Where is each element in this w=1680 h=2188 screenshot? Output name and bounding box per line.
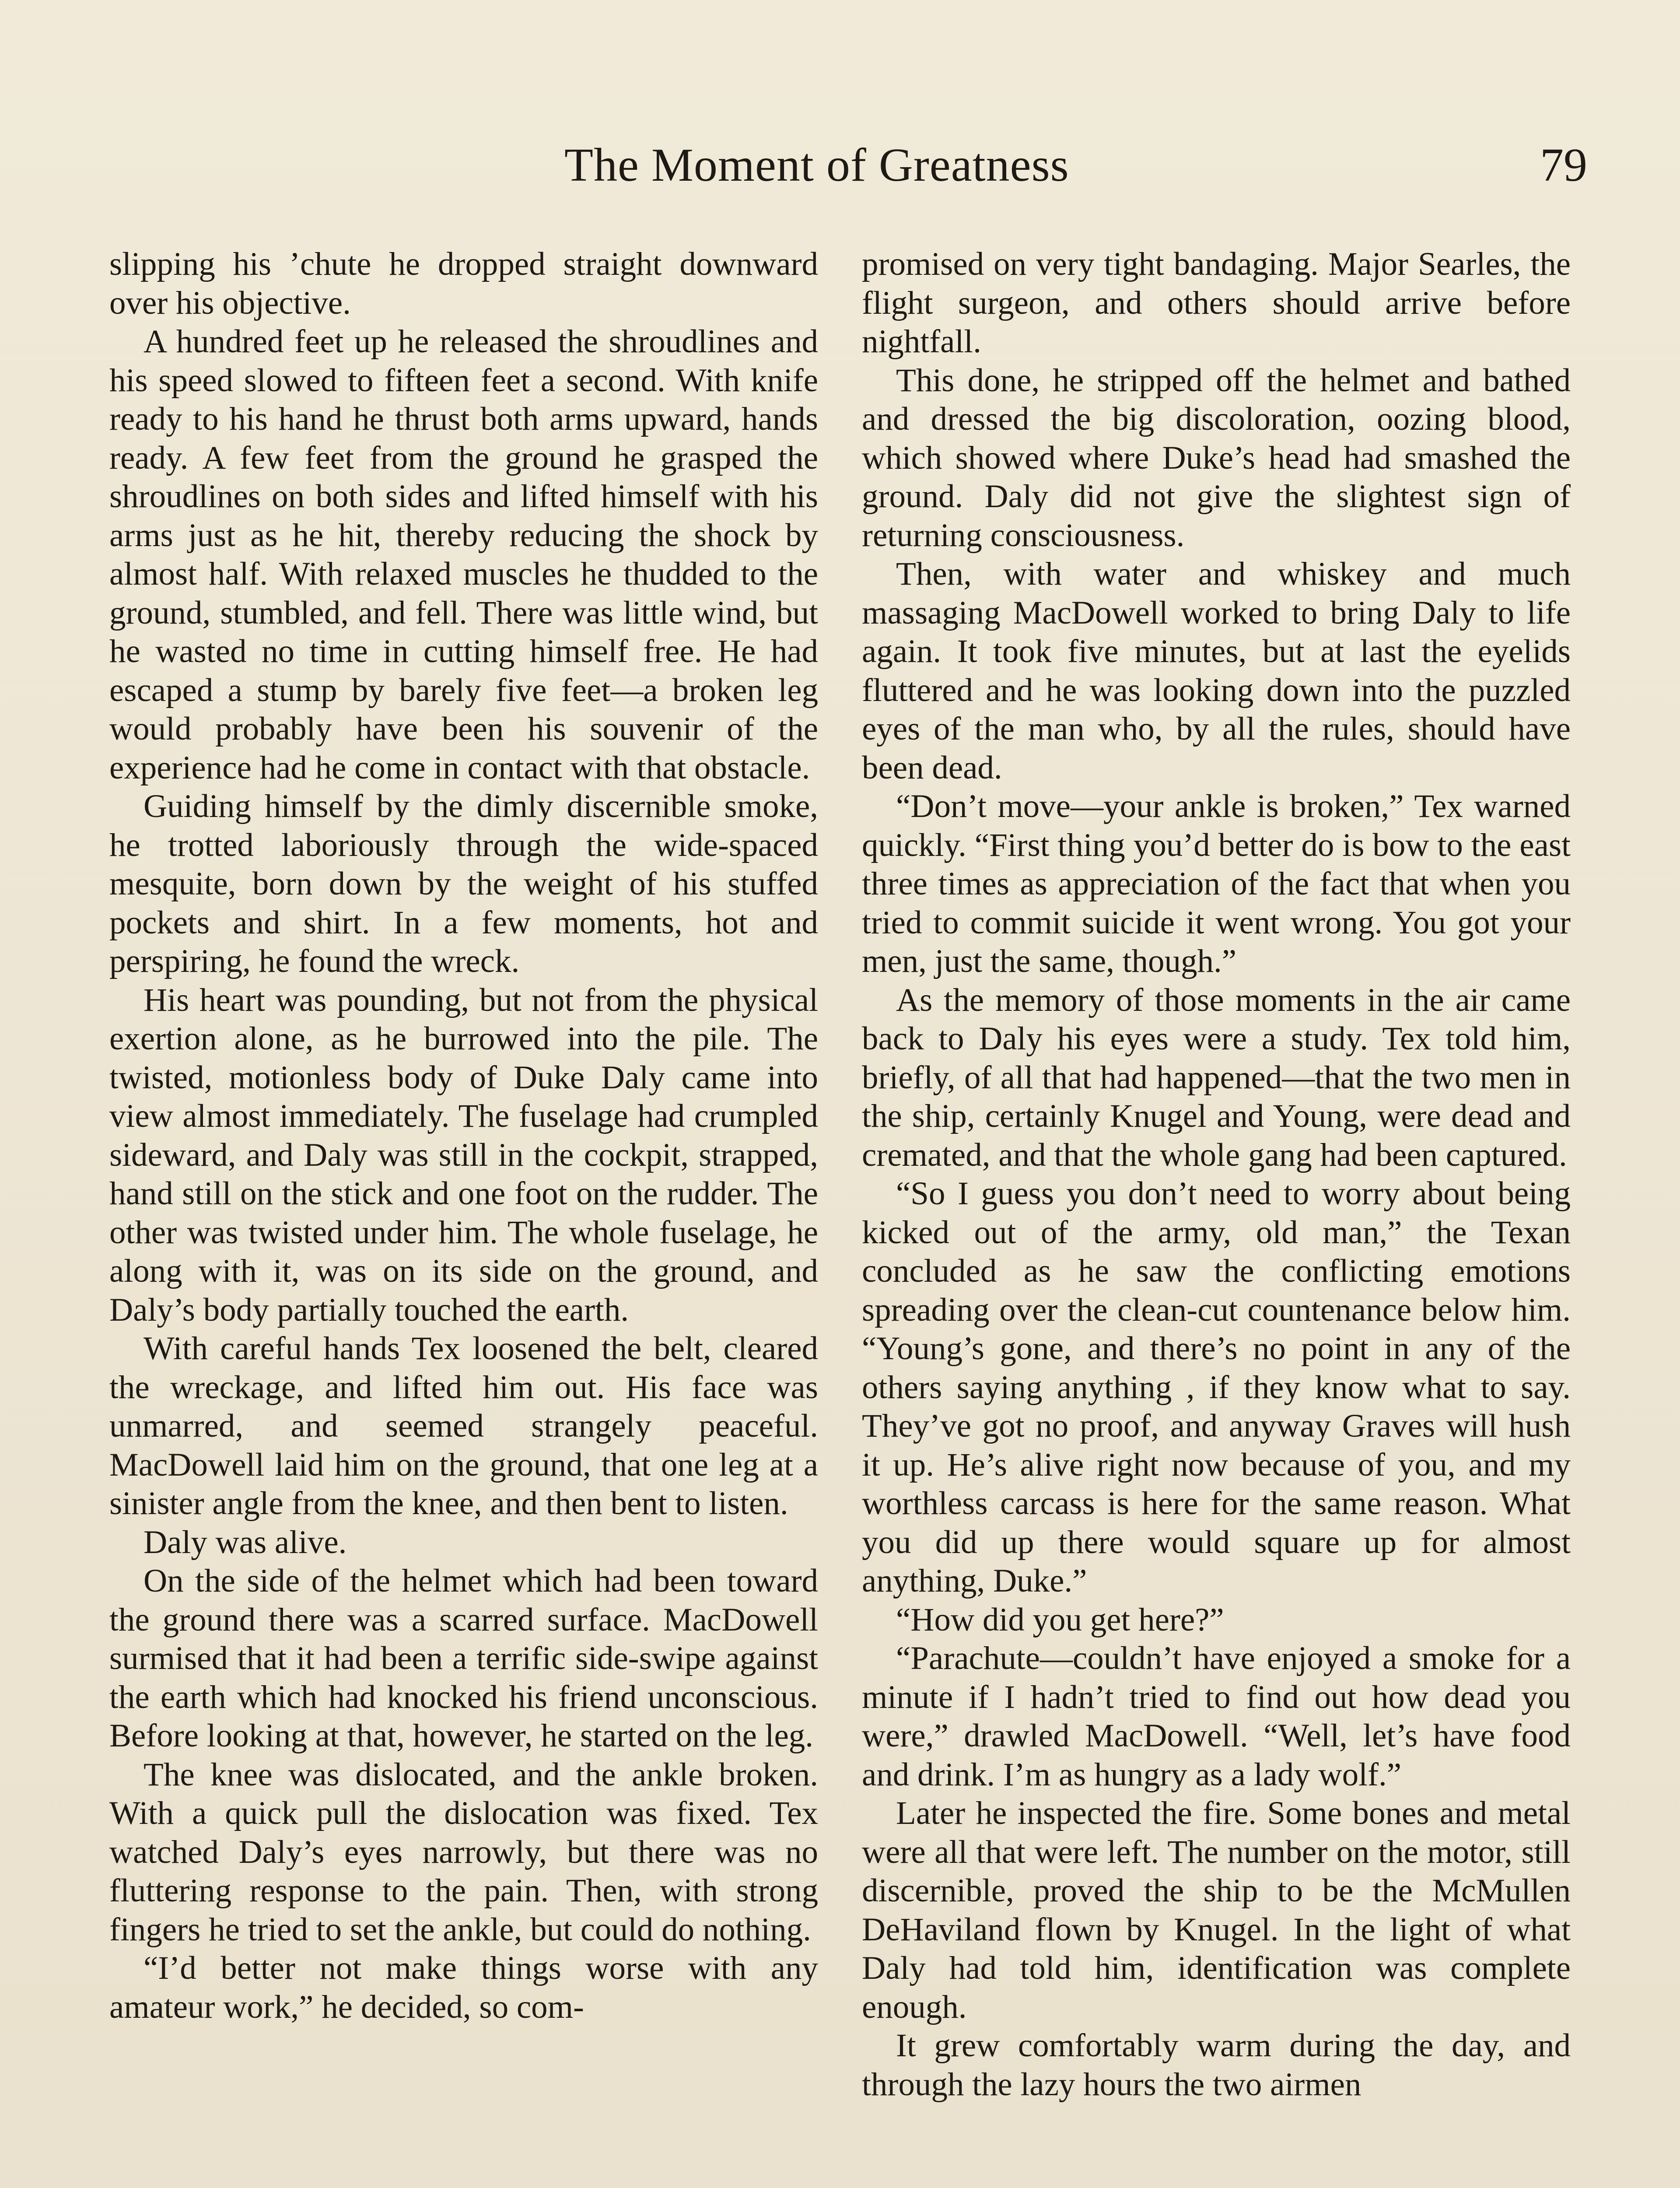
- paragraph: “So I guess you don’t need to worry about being kicked out of the army, old man,” the Texan concluded as he saw the conflicting emotions spreading over the clean-cut countenance below him. “Young’s gone, and there’s no point in any of the others saying anything , if they know what to say. They’ve got no proof, and anyway Graves will hush it up. He’s alive right now because of you, and my worthless carcass is here for the same reason. What you did up there would square up for almost anything, Duke.”: [862, 1175, 1571, 1599]
- paragraph: The knee was dislocated, and the ankle broken. With a quick pull the dislocation was fixed. Tex watched Daly’s eyes narrowly, but there was no fluttering response to the pain. Then, with strong fingers he tried to set the ankle, but could do nothing.: [109, 1756, 818, 1948]
- left-text-column: [109, 245, 818, 2027]
- paragraph: Later he inspected the fire. Some bones and metal were all that were left. The number on the motor, still discernible, proved the ship to be the McMullen DeHaviland flown by Knugel. In the light of what Daly had told him, identification was complete enough.: [862, 1795, 1571, 2025]
- page-header: [0, 131, 1680, 201]
- paragraph: Then, with water and whiskey and much massaging MacDowell worked to bring Daly to life again. It took five minutes, but at last the eyelids fluttered and he was looking down into the puzzled eyes of the man who, by all the rules, should have been dead.: [862, 556, 1571, 786]
- paragraph: “Parachute—couldn’t have enjoyed a smoke for a minute if I hadn’t tried to find out how dead you were,” drawled MacDowell. “Well, let’s have food and drink. I’m as hungry as a lady wolf.”: [862, 1640, 1571, 1793]
- paragraph: This done, he stripped off the helmet and bathed and dressed the big discoloration, oozing blood, which showed where Duke’s head had smashed the ground. Daly did not give the slightest sign of returning consciousness.: [862, 362, 1571, 554]
- right-text-column: [862, 245, 1571, 2104]
- paragraph: promised on very tight bandaging. Major Searles, the flight surgeon, and others should arrive before nightfall.: [862, 246, 1571, 360]
- page-number: 79: [1540, 139, 1587, 191]
- paragraph: Guiding himself by the dimly discernible smoke, he trotted laboriously through the wide-spaced mesquite, born down by the weight of his stuffed pockets and shirt. In a few moments, hot and perspiring, he found the wreck.: [109, 788, 818, 979]
- paragraph: Daly was alive.: [144, 1524, 347, 1560]
- paragraph: On the side of the helmet which had been toward the ground there was a scarred surface. MacDowell surmised that it had been a terrific side-swipe against the earth which had knocked his friend unconscious. Before looking at that, however, he started on the leg.: [109, 1563, 818, 1754]
- paragraph: As the memory of those moments in the air came back to Daly his eyes were a study. Tex told him, briefly, of all that had happened—that the two men in the ship, certainly Knugel and Young, were dead and cremated, and that the whole gang had been captured.: [862, 982, 1571, 1173]
- paragraph: “Don’t move—your ankle is broken,” Tex warned quickly. “First thing you’d better do is bow to the east three times as appreciation of the fact that when you tried to commit suicide it went wrong. You got your men, just the same, though.”: [862, 788, 1571, 979]
- paragraph: It grew comfortably warm during the day, and through the lazy hours the two airmen: [862, 2027, 1571, 2103]
- paragraph: slipping his ’chute he dropped straight downward over his objective.: [109, 246, 818, 321]
- paragraph: “I’d better not make things worse with any amateur work,” he decided, so com-: [109, 1950, 818, 2025]
- paragraph: “How did you get here?”: [896, 1601, 1224, 1638]
- paragraph: A hundred feet up he released the shroudlines and his speed slowed to fifteen feet a second. With knife ready to his hand he thrust both arms upward, hands ready. A few feet from the ground he grasped the shroudlines on both sides and lifted himself with his arms just as he hit, thereby reducing the shock by almost half. With relaxed muscles he thudded to the ground, stumbled, and fell. There was little wind, but he wasted no time in cutting himself free. He had escaped a stump by barely five feet—a broken leg would probably have been his souvenir of the experience had he come in contact with that obstacle.: [109, 323, 818, 786]
- paragraph: His heart was pounding, but not from the physical exertion alone, as he burrowed into the pile. The twisted, motionless body of Duke Daly came into view almost immediately. The fuselage had crumpled sideward, and Daly was still in the cockpit, strapped, hand still on the stick and one foot on the rudder. The other was twisted under him. The whole fuselage, he along with it, was on its side on the ground, and Daly’s body partially touched the earth.: [109, 982, 818, 1328]
- paragraph: With careful hands Tex loosened the belt, cleared the wreckage, and lifted him out. His face was unmarred, and seemed strangely peaceful. MacDowell laid him on the ground, that one leg at a sinister angle from the knee, and then bent to listen.: [109, 1330, 818, 1522]
- running-title: The Moment of Greatness: [564, 139, 1069, 191]
